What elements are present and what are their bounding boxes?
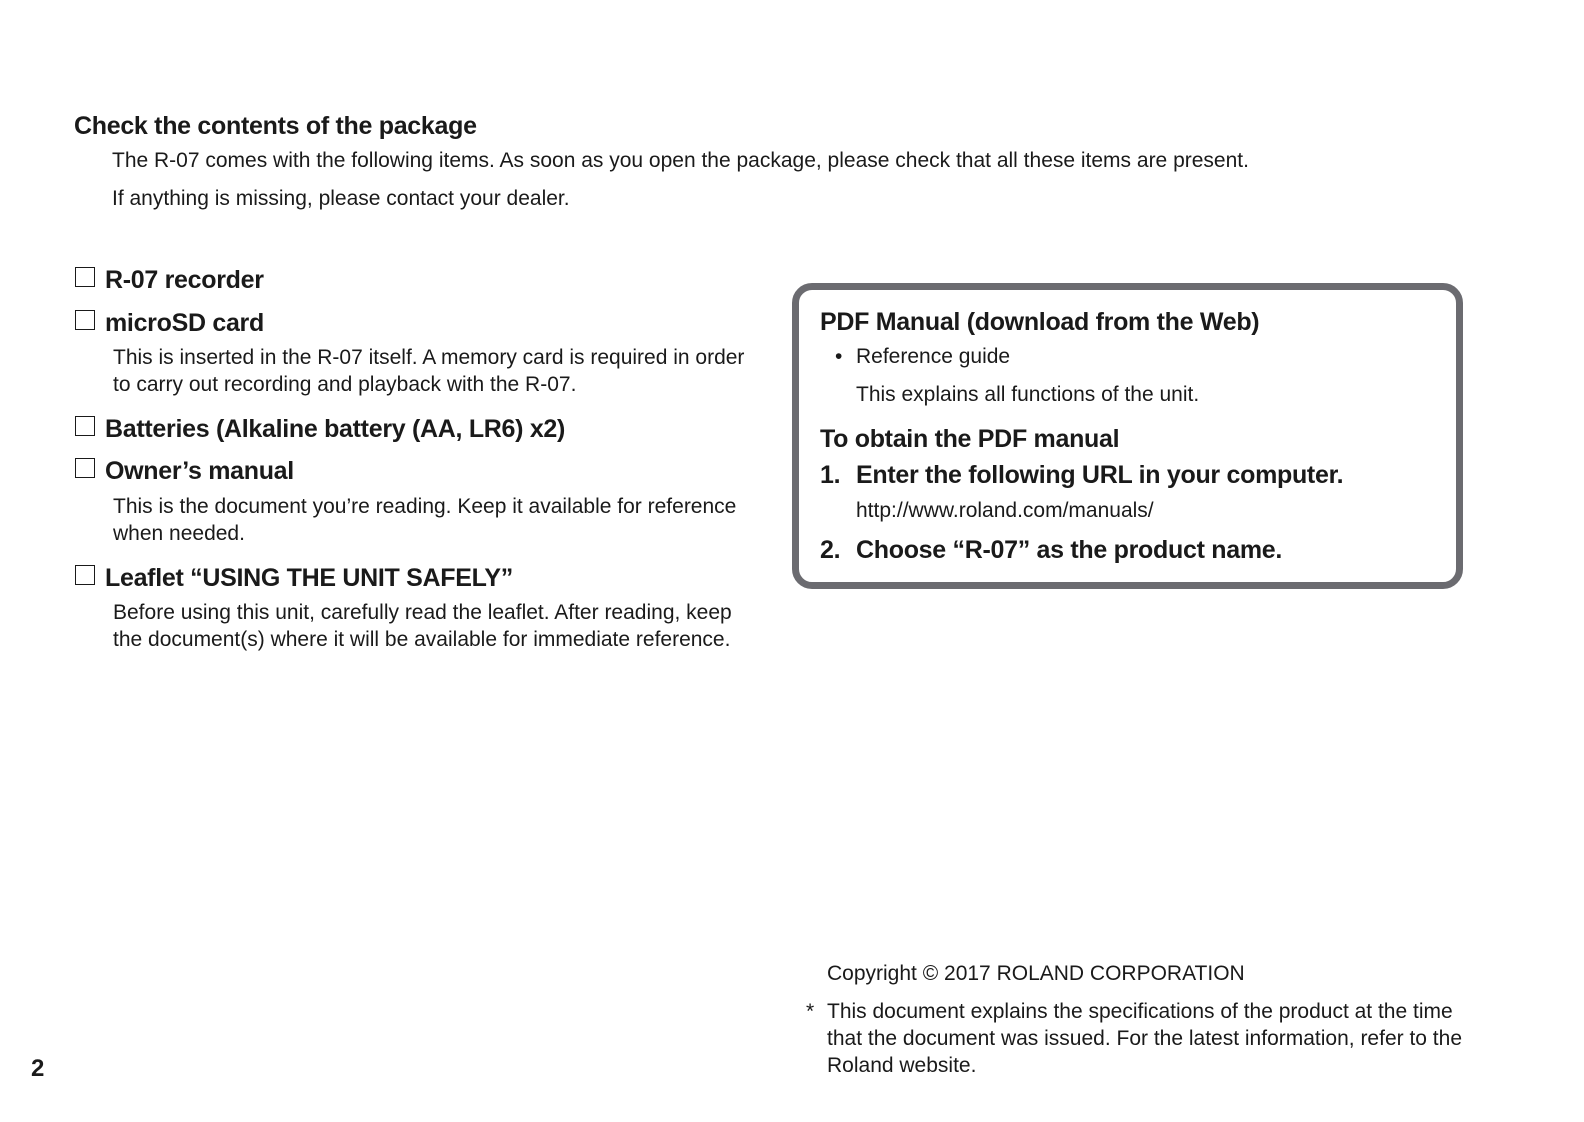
item-description: This is inserted in the R-07 itself. A memory card is required in order to carry out recording and playback with the R-07. <box>113 346 745 396</box>
item-title: R-07 recorder <box>105 266 264 294</box>
step-number: 2. <box>820 536 841 564</box>
intro-text: The R-07 comes with the following items. As soon as you open the package, please check that all these items are present. <box>112 149 1249 172</box>
obtain-heading: To obtain the PDF manual <box>820 425 1120 453</box>
copyright-text: Copyright © 2017 ROLAND CORPORATION <box>827 962 1245 985</box>
checkbox-icon <box>75 310 95 330</box>
checklist-item-recorder <box>75 266 264 295</box>
page-number: 2 <box>31 1055 45 1082</box>
step-text: Choose “R-07” as the product name. <box>856 536 1282 564</box>
step-1 <box>820 461 1343 490</box>
item-title: Batteries (Alkaline battery (AA, LR6) x2) <box>105 415 566 443</box>
intro-contact-text: If anything is missing, please contact your dealer. <box>112 187 570 210</box>
note-asterisk: * <box>806 1000 815 1023</box>
disclaimer-note: This document explains the specifications of the product at the time that the document was issued. For the latest information, refer to the Roland website. <box>827 1000 1462 1077</box>
reference-guide-desc: This explains all functions of the unit. <box>856 383 1200 406</box>
item-title: Leaflet “USING THE UNIT SAFELY” <box>105 564 513 592</box>
reference-guide-label: Reference guide <box>856 345 1011 368</box>
item-description: This is the document you’re reading. Keep it available for reference when needed. <box>113 495 737 545</box>
item-title: Owner’s manual <box>105 457 294 485</box>
manuals-url-link[interactable]: http://www.roland.com/manuals/ <box>856 499 1154 522</box>
checklist-item-microsd <box>75 309 264 338</box>
pdf-manual-heading: PDF Manual (download from the Web) <box>820 308 1260 336</box>
checklist-item-batteries <box>75 415 565 444</box>
item-title: microSD card <box>105 309 264 337</box>
checklist-item-owners-manual <box>75 457 294 486</box>
checkbox-icon <box>75 458 95 478</box>
step-2 <box>820 536 1282 565</box>
checkbox-icon <box>75 416 95 436</box>
section-heading: Check the contents of the package <box>74 112 477 140</box>
checklist-item-leaflet <box>75 564 513 593</box>
item-description: Before using this unit, carefully read the leaflet. After reading, keep the document(s) where it will be available for immediate reference. <box>113 601 732 651</box>
bullet-icon: • <box>835 345 843 368</box>
checkbox-icon <box>75 267 95 287</box>
step-text: Enter the following URL in your computer. <box>856 461 1344 489</box>
checkbox-icon <box>75 565 95 585</box>
step-number: 1. <box>820 461 841 489</box>
